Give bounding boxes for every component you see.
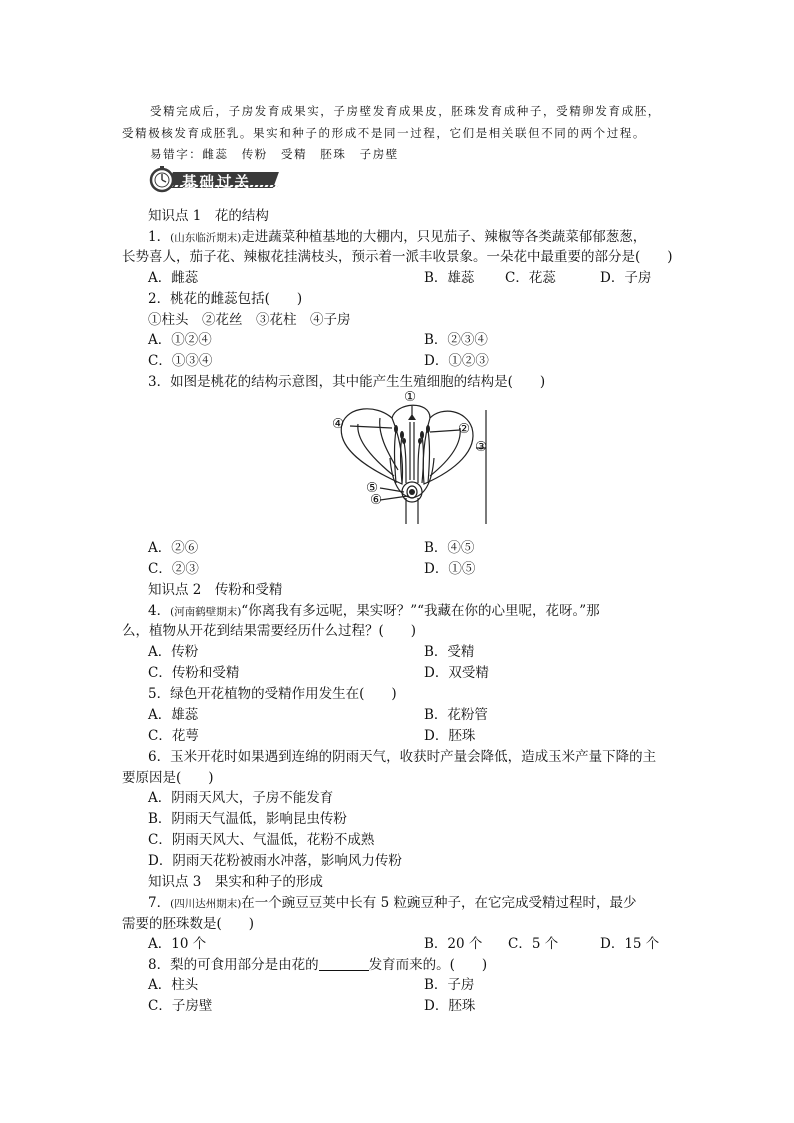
question-4-option-c: C．传粉和受精 [148,665,240,681]
question-7-text: 在一个豌豆豆荚中长有 5 粒豌豆种子，在它完成受精过程时，最少 [241,895,637,911]
question-3-option-b: B．④⑤ [424,540,475,556]
question-7-option-c: C．5 个 [508,936,559,952]
question-1-option-c: C．花蕊 [505,270,556,286]
question-4-text: “你离我有多远呢，果实呀？”“我藏在你的心里呢，花呀。”那 [241,603,600,619]
question-1-line-2: 长势喜人，茄子花、辣椒花挂满枝头，预示着一派丰收景象。一朵花中最重要的部分是( ) [122,249,673,265]
question-5-option-c: C．花萼 [148,728,199,744]
question-4-line-2: 么，植物从开花到结果需要经历什么过程？( ) [122,623,417,639]
question-6-option-c: C．阴雨天风大、气温低，花粉不成熟 [148,832,375,848]
intro-line-1: 受精完成后，子房发育成果实，子房壁发育成果皮，胚珠发育成种子，受精卵发育成胚， [150,104,661,118]
question-8-option-c: C．子房壁 [148,998,213,1014]
question-8-option-b: B．子房 [424,977,475,993]
question-5-option-a: A．雄蕊 [148,707,199,723]
question-3-option-d: D．①⑤ [424,561,476,577]
question-8-option-d: D．胚珠 [424,998,476,1014]
question-7-option-b: B．20 个 [424,936,483,952]
question-1-line-1 [148,225,646,245]
question-6-line-2: 要原因是( ) [122,770,214,786]
question-7-number: 7． [148,895,171,911]
question-8-text-before: 8．梨的可食用部分是由花的 [148,957,319,973]
question-1-source: (山东临沂期末) [170,232,242,244]
diagram-label-2: ② [458,421,471,437]
question-6-option-a: A．阴雨天风大，子房不能发育 [148,790,334,806]
question-4-number: 4． [148,603,171,619]
section-banner [148,165,278,191]
diagram-label-4: ④ [332,416,345,432]
question-2-option-a: A．①②④ [148,332,212,348]
fill-in-blank[interactable] [319,958,369,971]
diagram-label-5: ⑤ [366,480,379,496]
question-8-text-after: 发育而来的。( ) [368,957,488,973]
question-3-option-a: A．②⑥ [148,540,199,556]
question-4-option-a: A．传粉 [148,644,199,660]
question-1-number: 1． [148,229,171,245]
question-8-option-a: A．柱头 [148,977,199,993]
section-title-1: 知识点 1 花的结构 [148,208,269,224]
diagram-label-1: ① [404,389,417,405]
question-1-option-a: A．雌蕊 [148,270,199,286]
stopwatch-icon [148,165,178,195]
question-7-option-d: D．15 个 [600,936,660,952]
flower-structure-drawing [326,388,496,528]
question-2-items: ①柱头 ②花丝 ③花柱 ④子房 [148,312,351,328]
question-6-option-d: D．阴雨天花粉被雨水冲落，影响风力传粉 [148,853,402,869]
question-2-option-d: D．①②③ [424,353,489,369]
question-2-option-c: C．①③④ [148,353,213,369]
question-1-text: 走进蔬菜种植基地的大棚内，只见茄子、辣椒等各类蔬菜郁郁葱葱， [241,229,647,245]
banner-title: 基础过关 [182,175,252,191]
question-5-text: 5．绿色开花植物的受精作用发生在( ) [148,686,397,702]
question-1-option-d: D．子房 [600,270,652,286]
question-4-line-1 [148,599,600,619]
peach-flower-diagram [326,388,496,528]
question-1-option-b: B．雄蕊 [424,270,475,286]
section-title-2: 知识点 2 传粉和受精 [148,582,283,598]
section-title-3: 知识点 3 果实和种子的形成 [148,874,323,890]
intro-error-prone-words: 易错字：雌蕊 传粉 受精 胚珠 子房壁 [150,147,399,161]
question-8-text [148,953,487,973]
question-6-option-b: B．阴雨天气温低，影响昆虫传粉 [148,811,347,827]
question-5-option-d: D．胚珠 [424,728,476,744]
question-7-source: (四川达州期末) [170,898,242,910]
question-3-option-c: C．②③ [148,561,199,577]
question-3-text: 3．如图是桃花的结构示意图，其中能产生生殖细胞的结构是( ) [148,374,546,390]
question-4-option-b: B．受精 [424,644,475,660]
question-7-line-1 [148,891,636,911]
question-7-line-2: 需要的胚珠数是( ) [122,916,255,932]
question-4-source: (河南鹤壁期末) [170,606,242,618]
question-4-option-d: D．双受精 [424,665,489,681]
question-6-line-1: 6．玉米开花时如果遇到连绵的阴雨天气，收获时产量会降低，造成玉米产量下降的主 [148,749,657,765]
intro-line-2: 受精极核发育成胚乳。果实和种子的形成不是同一过程，它们是相关联但不同的两个过程。 [122,126,646,140]
question-2-option-b: B．②③④ [424,332,488,348]
diagram-label-3: ③ [475,439,488,455]
question-5-option-b: B．花粉管 [424,707,488,723]
question-2-text: 2．桃花的雌蕊包括( ) [148,291,303,307]
question-7-option-a: A．10 个 [148,936,207,952]
diagram-label-6: ⑥ [370,492,383,508]
